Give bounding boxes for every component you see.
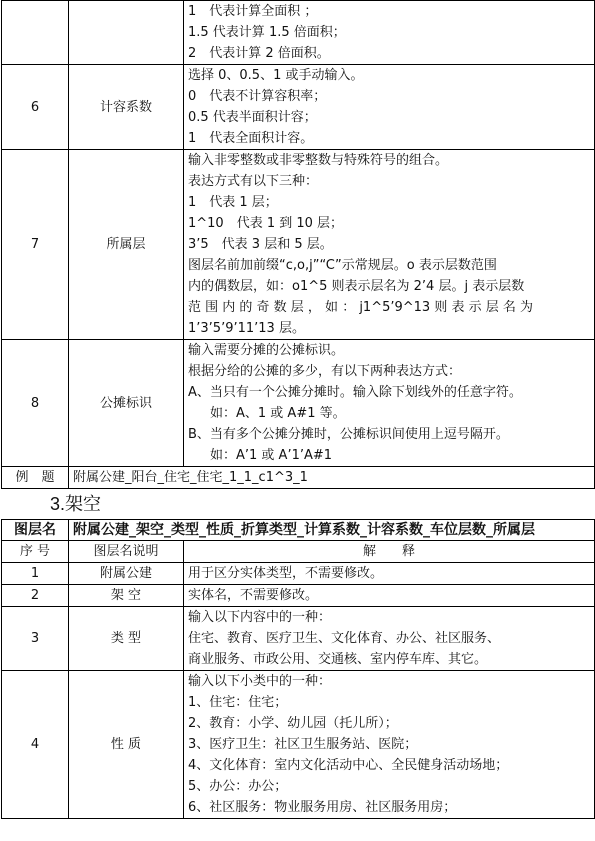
description-line: 选择 0、0.5、1 或手动输入。 [188,68,364,83]
row-number-cell: 6 [2,65,69,150]
description-line: 1 代表计算全面积 ； [188,4,318,19]
description-line: 图层名前加前缀“c,o,j”“C”示常规层。o 表示层数范围 [188,258,497,273]
row-name-cell: 性 质 [69,671,184,819]
description-line: 范 围 内 的 奇 数 层 ， 如 ： j1^5’9^13 则 表 示 层 名 为 [188,300,534,315]
row-number-cell: 4 [2,671,69,819]
layer-spec-table-upper [1,0,595,489]
description-line: 如：A、1 或 A#1 等。 [210,406,346,421]
layer-name-value: 附属公建_架空_类型_性质_折算类型_计算系数_计容系数_车位层数_所属层 [69,520,595,541]
description-line: 3、医疗卫生：社区卫生服务站、医院； [188,737,418,752]
row-description-cell [184,563,595,585]
row-number-cell: 8 [2,340,69,467]
description-line: 4、文化体育：室内文化活动中心、全民健身活动场地； [188,758,509,773]
row-description-cell [184,671,595,819]
description-line: 5、办公：办公； [188,779,288,794]
description-line: 商业服务、市政公用、交通核、室内停车库、其它。 [188,652,488,667]
row-description-cell [184,607,595,671]
description-line: 输入需要分摊的公摊标识。 [188,343,345,358]
row-name-cell: 架 空 [69,585,184,607]
row-name-cell: 附属公建 [69,563,184,585]
description-line: 1 代表 1 层； [188,195,278,210]
table-row [2,340,595,467]
row-description-cell [184,150,595,340]
description-line: 1’3’5’9’11’13 层。 [188,321,305,336]
row-number-cell: 1 [2,563,69,585]
example-value: 附属公建_阳台_住宅_住宅_1_1_c1^3_1 [69,467,595,489]
description-line: A、当只有一个公摊分摊时。输入除下划线外的任意字符。 [188,385,522,400]
column-header-explanation: 解 释 [184,541,595,563]
description-line: 1.5 代表计算 1.5 倍面积； [188,25,346,40]
description-line: 6、社区服务：物业服务用房、社区服务用房； [188,800,457,815]
row-name-cell: 所属层 [69,150,184,340]
description-line: 实体名，不需要修改。 [188,588,319,603]
description-line: 输入非零整数或非零整数与特殊符号的组合。 [188,153,449,168]
row-number-cell: 7 [2,150,69,340]
description-line: 2 代表计算 2 倍面积。 [188,46,330,61]
description-line: 表达方式有以下三种： [188,174,319,189]
description-line: 0 代表不计算容积率； [188,89,327,104]
row-number-cell: 2 [2,585,69,607]
section-title: 3.架空 [50,494,102,514]
description-line: 1^10 代表 1 到 10 层； [188,216,344,231]
description-line: B、当有多个公摊分摊时，公摊标识间使用上逗号隔开。 [188,427,509,442]
description-line: 1、住宅：住宅； [188,695,288,710]
row-number-cell: 3 [2,607,69,671]
description-line: 2、教育：小学、幼儿园（托儿所）； [188,716,398,731]
table-row [2,607,595,671]
description-line: 根据分给的公摊的多少，有以下两种表达方式： [188,364,462,379]
description-line: 输入以下小类中的一种： [188,674,332,689]
description-line: 1 代表全面积计容。 [188,131,314,146]
example-row [2,467,595,489]
row-name-cell: 类 型 [69,607,184,671]
row-number-cell [2,1,69,65]
description-line: 如：A’1 或 A’1’A#1 [210,448,333,463]
row-name-cell [69,1,184,65]
table-row [2,671,595,819]
description-line: 住宅、教育、医疗卫生、文化体育、办公、社区服务、 [188,631,501,646]
description-line: 0.5 代表半面积计容； [188,110,317,125]
description-line: 输入以下内容中的一种： [188,610,332,625]
table-row [2,585,595,607]
column-header-row [2,541,595,563]
row-description-cell [184,65,595,150]
description-line: 内的偶数层，如：o1^5 则表示层名为 2’4 层。j 表示层数 [188,279,525,294]
layer-spec-table-lower [1,519,595,819]
table-row [2,65,595,150]
example-label: 例 题 [2,467,69,489]
table-row [2,1,595,65]
table-row [2,563,595,585]
row-description-cell [184,340,595,467]
row-description-cell [184,1,595,65]
description-line: 3’5 代表 3 层和 5 层。 [188,237,333,252]
layer-name-header-row [2,520,595,541]
row-description-cell [184,585,595,607]
layer-name-label: 图层名 [2,520,69,541]
row-name-cell: 计容系数 [69,65,184,150]
table-row [2,150,595,340]
row-name-cell: 公摊标识 [69,340,184,467]
column-header-number: 序 号 [2,541,69,563]
description-line: 用于区分实体类型，不需要修改。 [188,566,384,581]
column-header-description: 图层名说明 [69,541,184,563]
